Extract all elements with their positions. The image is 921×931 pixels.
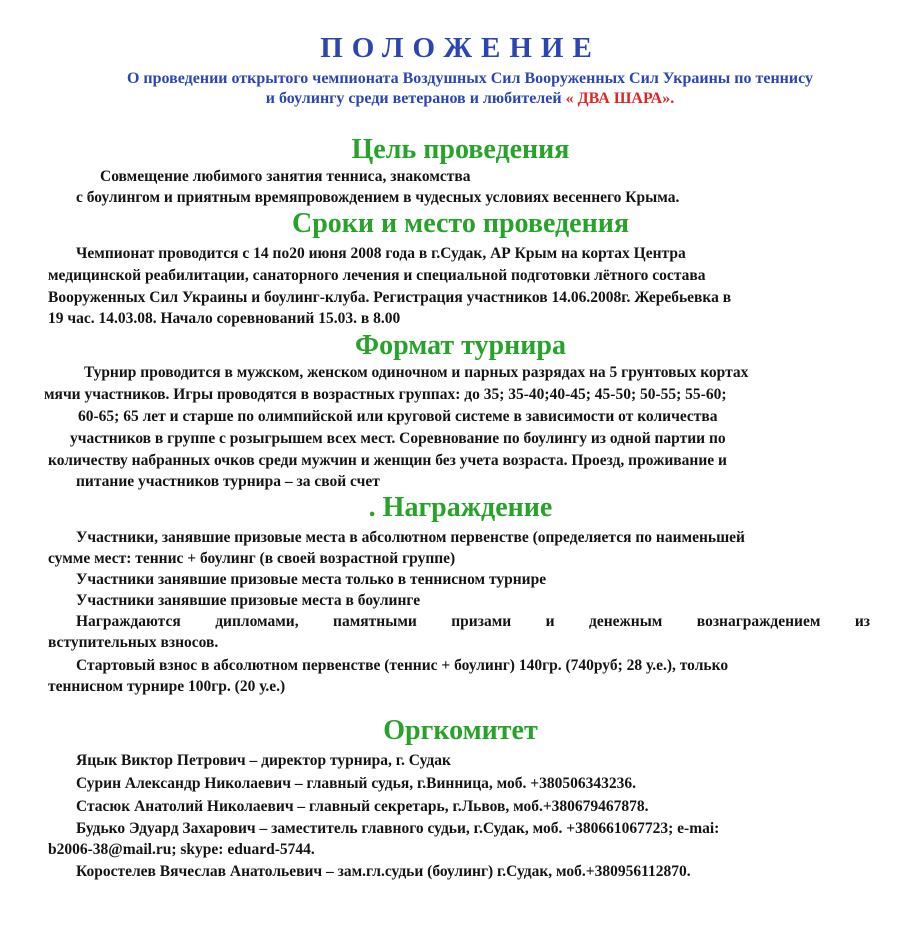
committee-line: Сурин Александр Николаевич – главный судья, г.Винница, моб. +380506343236. bbox=[76, 775, 636, 792]
heading-committee: Оргкомитет bbox=[383, 715, 538, 746]
committee-line: Будько Эдуард Захарович – заместитель главного судьи, г.Судак, моб. +380661067723; e-mai: bbox=[76, 820, 720, 837]
document-subtitle bbox=[60, 69, 880, 109]
subtitle-line-1: О проведении открытого чемпионата Воздушных Сил Вооруженных Сил Украины по теннису bbox=[126, 70, 814, 87]
heading-awards: . Награждение bbox=[368, 492, 553, 523]
awards-line: сумме мест: теннис + боулинг (в своей возрастной группе) bbox=[48, 550, 456, 567]
dates-line: Чемпионат проводится с 14 по20 июня 2008 года в г.Судак, АР Крым на кортах Центра bbox=[76, 245, 686, 262]
committee-line: b2006-38@mail.ru; skype: eduard-5744. bbox=[48, 841, 315, 858]
format-line: питание участников турнира – за свой счет bbox=[76, 473, 380, 490]
subtitle-line-2: и боулингу среди ветеранов и любителей bbox=[265, 90, 566, 107]
dates-line: медицинской реабилитации, санаторного лечения и специальной подготовки лётного состава bbox=[48, 267, 706, 284]
heading-goal: Цель проведения bbox=[351, 134, 570, 165]
dates-line: 19 час. 14.03.08. Начало соревнований 15.03. в 8.00 bbox=[48, 310, 401, 327]
committee-line: Стасюк Анатолий Николаевич – главный секретарь, г.Львов, моб.+380679467878. bbox=[76, 798, 649, 815]
dates-line: Вооруженных Сил Украины и боулинг-клуба. Регистрация участников 14.06.2008г. Жеребьевка в bbox=[48, 289, 732, 306]
awards-line: Стартовый взнос в абсолютном первенстве (теннис + боулинг) 140гр. (740руб; 28 у.е.), только bbox=[76, 657, 729, 674]
heading-dates: Сроки и место проведения bbox=[291, 208, 630, 239]
format-line: участников в группе с розыгрышем всех мест. Соревнование по боулингу из одной партии по bbox=[70, 430, 726, 447]
awards-line: Участники, занявшие призовые места в абсолютном первенстве (определяется по наименьшей bbox=[76, 529, 745, 546]
awards-line: Награждаются дипломами, памятными призами и денежным вознаграждением из bbox=[76, 613, 870, 630]
heading-format: Формат турнира bbox=[355, 330, 566, 361]
goal-line: Совмещение любимого занятия тенниса, знакомства bbox=[100, 168, 471, 185]
document-title: ПОЛОЖЕНИЕ bbox=[320, 32, 601, 64]
awards-line: Участники занявшие призовые места только в теннисном турнире bbox=[76, 571, 547, 588]
format-line: количеству набранных очков среди мужчин и женщин без учета возраста. Проезд, проживание и bbox=[48, 452, 727, 469]
goal-line: с боулингом и приятным времяпровождением в чудесных условиях весеннего Крыма. bbox=[76, 189, 680, 206]
format-line: 60-65; 65 лет и старше по олимпийской или круговой системе в зависимости от количества bbox=[78, 408, 718, 425]
awards-line: вступительных взносов. bbox=[48, 634, 219, 651]
format-line: Турнир проводится в мужском, женском одиночном и парных разрядах на 5 грунтовых кортах bbox=[84, 364, 749, 381]
awards-line: теннисном турнире 100гр. (20 у.е.) bbox=[48, 678, 286, 695]
format-line: мячи участников. Игры проводятся в возрастных группах: до 35; 35-40;40-45; 45-50; 50-55; 55-60; bbox=[44, 386, 727, 403]
committee-line: Коростелев Вячеслав Анатольевич – зам.гл.судьи (боулинг) г.Судак, моб.+380956112870. bbox=[76, 863, 691, 880]
committee-line: Яцык Виктор Петрович – директор турнира, г. Судак bbox=[76, 752, 451, 769]
awards-line: Участники занявшие призовые места в боулинге bbox=[76, 592, 421, 609]
event-name-highlight: « ДВА ШАРА». bbox=[565, 90, 675, 107]
